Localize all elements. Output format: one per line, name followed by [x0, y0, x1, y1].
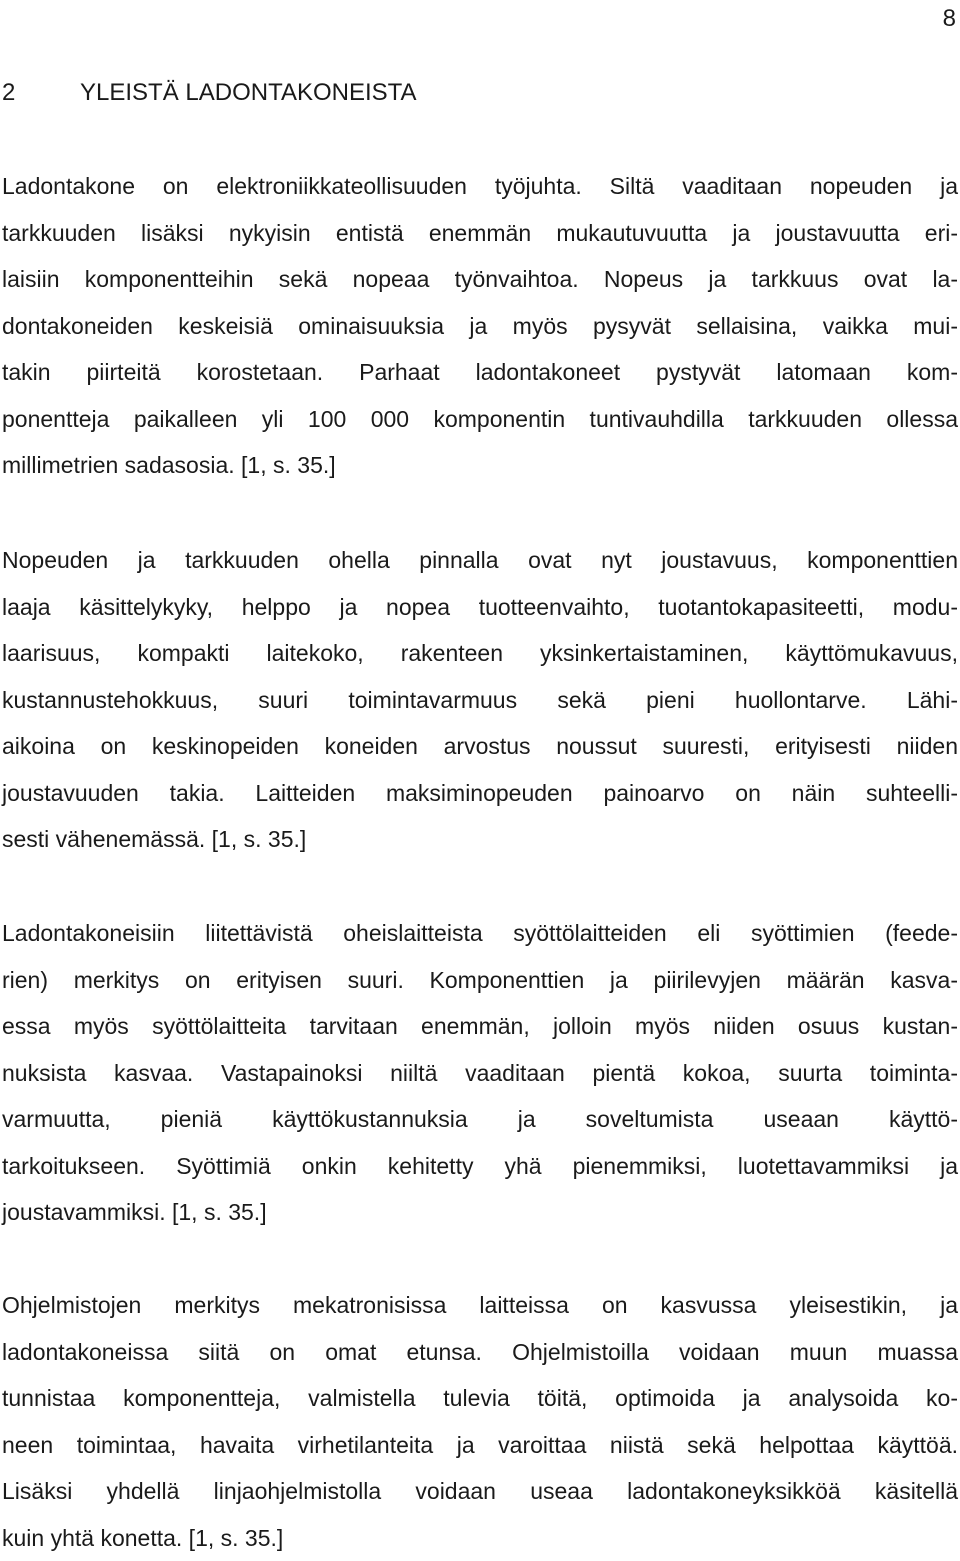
text-line: laarisuus, kompakti laitekoko, rakenteen yksinkertaistaminen, käyttömukavuus,	[2, 630, 958, 677]
text-line: neen toimintaa, havaita virhetilanteita ja varoittaa niistä sekä helpottaa käyttöä.	[2, 1422, 958, 1469]
text-line: dontakoneiden keskeisiä ominaisuuksia ja myös pysyvät sellaisina, vaikka mui-	[2, 303, 958, 350]
text-line: essa myös syöttölaitteita tarvitaan enemmän, jolloin myös niiden osuus kustan-	[2, 1003, 958, 1050]
text-line: tarkkuuden lisäksi nykyisin entistä enemmän mukautuvuutta ja joustavuutta eri-	[2, 210, 958, 257]
text-line: kustannustehokkuus, suuri toimintavarmuus sekä pieni huollontarve. Lähi-	[2, 677, 958, 724]
text-line: sesti vähenemässä. [1, s. 35.]	[2, 816, 958, 863]
text-line: kuin yhtä konetta. [1, s. 35.]	[2, 1515, 958, 1561]
text-line: takin piirteitä korostetaan. Parhaat ladontakoneet pystyvät latomaan kom-	[2, 349, 958, 396]
text-line: varmuutta, pieniä käyttökustannuksia ja soveltumista useaan käyttö-	[2, 1096, 958, 1143]
paragraph-2	[2, 537, 958, 863]
text-line: Nopeuden ja tarkkuuden ohella pinnalla ovat nyt joustavuus, komponenttien	[2, 537, 958, 584]
paragraph-1	[2, 163, 958, 489]
section-number: 2	[2, 78, 80, 108]
text-line: nuksista kasvaa. Vastapainoksi niiltä vaaditaan pientä kokoa, suurta toiminta-	[2, 1050, 958, 1097]
text-line: tarkoitukseen. Syöttimiä onkin kehitetty yhä pienemmiksi, luotettavammiksi ja	[2, 1143, 958, 1190]
section-heading	[2, 78, 417, 108]
paragraph-3	[2, 910, 958, 1236]
text-line: tunnistaa komponentteja, valmistella tulevia töitä, optimoida ja analysoida ko-	[2, 1375, 958, 1422]
paragraph-4	[2, 1282, 958, 1561]
page-number: 8	[943, 4, 956, 34]
text-line: laaja käsittelykyky, helppo ja nopea tuotteenvaihto, tuotantokapasiteetti, modu-	[2, 584, 958, 631]
text-line: aikoina on keskinopeiden koneiden arvostus noussut suuresti, erityisesti niiden	[2, 723, 958, 770]
text-line: Ladontakone on elektroniikkateollisuuden työjuhta. Siltä vaaditaan nopeuden ja	[2, 163, 958, 210]
text-line: joustavammiksi. [1, s. 35.]	[2, 1189, 958, 1236]
text-line: ladontakoneissa siitä on omat etunsa. Ohjelmistoilla voidaan muun muassa	[2, 1329, 958, 1376]
text-line: millimetrien sadasosia. [1, s. 35.]	[2, 442, 958, 489]
text-line: ponentteja paikalleen yli 100 000 komponentin tuntivauhdilla tarkkuuden ollessa	[2, 396, 958, 443]
text-line: laisiin komponentteihin sekä nopeaa työnvaihtoa. Nopeus ja tarkkuus ovat la-	[2, 256, 958, 303]
text-line: Ohjelmistojen merkitys mekatronisissa laitteissa on kasvussa yleisestikin, ja	[2, 1282, 958, 1329]
text-line: Lisäksi yhdellä linjaohjelmistolla voidaan useaa ladontakoneyksikköä käsitellä	[2, 1468, 958, 1515]
text-line: joustavuuden takia. Laitteiden maksiminopeuden painoarvo on näin suhteelli-	[2, 770, 958, 817]
section-title: YLEISTÄ LADONTAKONEISTA	[80, 79, 417, 106]
text-line: rien) merkitys on erityisen suuri. Komponenttien ja piirilevyjen määrän kasva-	[2, 957, 958, 1004]
text-line: Ladontakoneisiin liitettävistä oheislaitteista syöttölaitteiden eli syöttimien (feede-	[2, 910, 958, 957]
